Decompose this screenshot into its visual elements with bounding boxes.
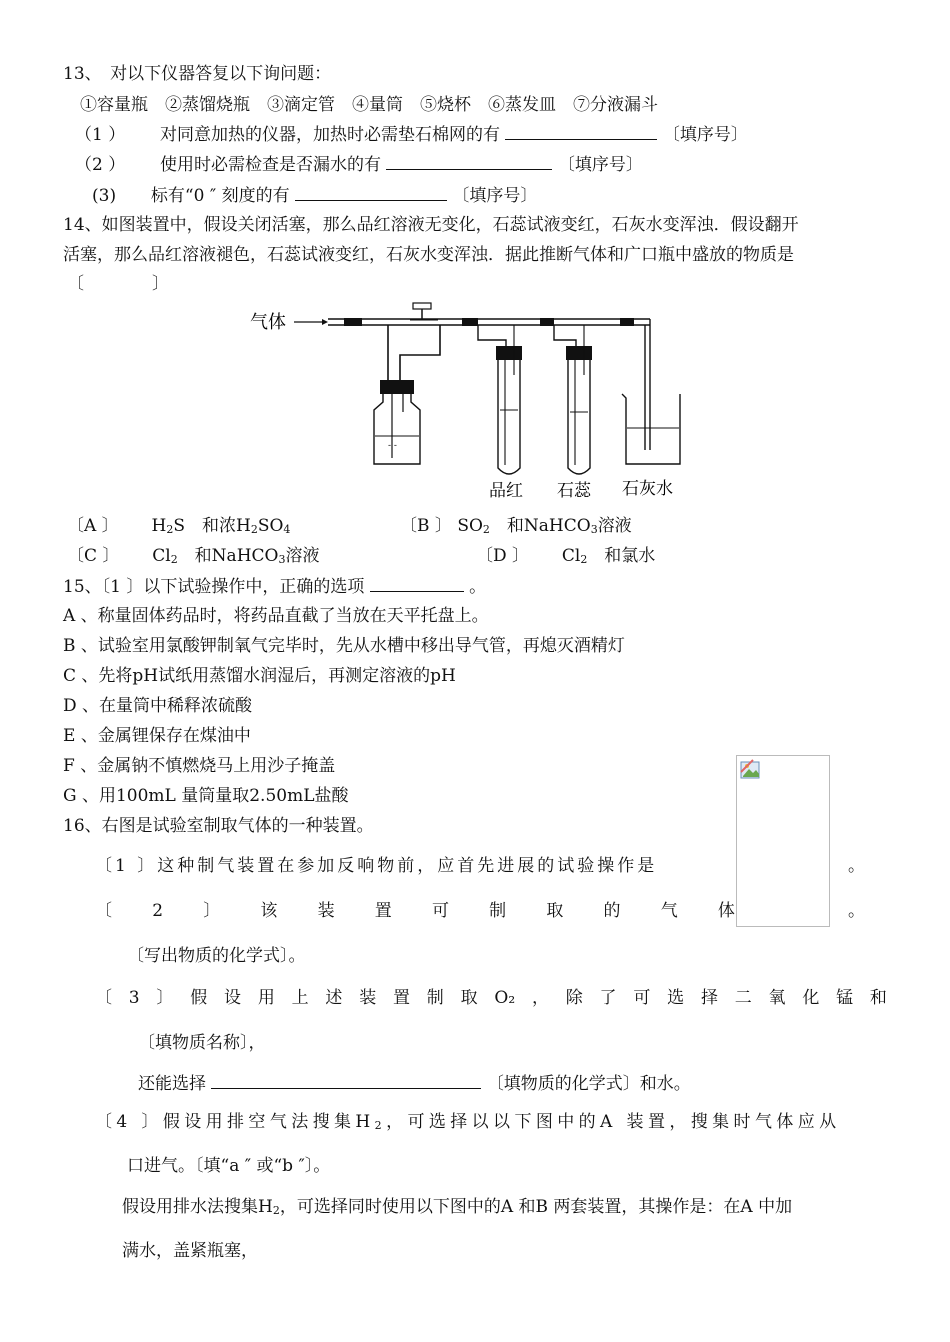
q16-part2-char: 置	[374, 901, 392, 921]
q15-option-e: E 、金属锂保存在煤油中	[63, 726, 251, 746]
q14-option-d[interactable]	[476, 545, 655, 567]
q16-part3-char: 3	[128, 988, 140, 1008]
q14-line3: 〔 〕	[67, 274, 169, 294]
option-b-text3: 溶液	[597, 516, 632, 536]
bottle-stopper	[380, 380, 414, 394]
q16-part3-char: 制	[426, 988, 444, 1008]
q13-part1-text: 对同意加热的仪器，加热时必需垫石棉网的有	[160, 125, 501, 145]
q16-part4-text2: ，可选择以以下图中的A 装置，搜集时气体应从	[386, 1112, 841, 1132]
q16-part2-char: 取	[546, 901, 564, 921]
q14-option-a[interactable]	[67, 515, 290, 537]
q16-part3-line3-pre: 还能选择	[138, 1074, 206, 1094]
q16-part3-cont: 〔填物质名称〕，	[138, 1033, 266, 1053]
q14-option-b[interactable]	[400, 515, 632, 537]
q13-part3-label: (3)	[92, 186, 117, 206]
q16-part2-tail: 。	[848, 901, 865, 921]
option-b-label: 〔B 〕	[400, 516, 452, 536]
label-shirui: 石蕊	[557, 481, 591, 500]
label-pinhong: 品红	[489, 481, 523, 500]
q15-option-c: C 、先将pH试纸用蒸馏水润湿后，再测定溶液的pH	[63, 666, 456, 686]
q16-part3-char: 取	[460, 988, 478, 1008]
q16-part2-char: 气	[660, 901, 678, 921]
q16-part3-char: 可	[633, 988, 651, 1008]
q16-part2	[95, 900, 735, 922]
label-shihuishui: 石灰水	[622, 479, 673, 499]
test-tube-pinhong	[498, 360, 520, 474]
apparatus-image-placeholder	[736, 755, 830, 927]
q15-title-text: 15、〔1 〕以下试验操作中，正确的选项	[63, 577, 365, 597]
q13-part1-blank[interactable]	[505, 123, 657, 140]
q13-part2	[75, 153, 643, 176]
q16-part3-char: 择	[700, 988, 718, 1008]
q13-title: 13、 对以下仪器答复以下询问题：	[63, 64, 332, 84]
option-c-sub1: 2	[170, 553, 178, 566]
q15-title-tail: 。	[469, 577, 487, 597]
q13-part1-label: （1 ）	[75, 125, 126, 145]
q16-title: 16、右图是试验室制取气体的一种装置。	[63, 816, 374, 836]
q16-part3-char: 〔	[95, 988, 112, 1008]
q16-part3-char: 假	[190, 988, 208, 1008]
option-c-sub2: 3	[278, 553, 286, 566]
q13-part1	[75, 123, 748, 146]
option-c-label: 〔C 〕	[67, 546, 120, 566]
q16-part3-char: O₂	[494, 988, 516, 1008]
q13-part2-tail: 〔填序号〕	[557, 155, 643, 175]
option-a-label: 〔A 〕	[67, 516, 119, 536]
q16-part5-text1: 假设用排水法搜集H	[122, 1197, 273, 1217]
q16-part5-line1	[122, 1196, 792, 1218]
q16-part2-char: 〔	[95, 901, 112, 921]
q16-part3-char: ，	[531, 988, 549, 1008]
q16-part3-char: 了	[599, 988, 617, 1008]
q15-option-f: F 、金属钠不慎燃烧马上用沙子掩盖	[63, 756, 336, 776]
q16-part3-line3-tail: 〔填物质的化学式〕和水。	[486, 1074, 691, 1094]
q16-part3-char: 化	[802, 988, 820, 1008]
test-tube-shirui	[568, 360, 590, 474]
beaker	[622, 394, 680, 464]
q13-items: ①容量瓶 ②蒸馏烧瓶 ③滴定管 ④量筒 ⑤烧杯 ⑥蒸发皿 ⑦分液漏斗	[80, 95, 658, 115]
svg-text:- -: - -	[388, 441, 397, 451]
option-a-text1: H	[151, 516, 167, 536]
q16-part3-char: 上	[291, 988, 309, 1008]
option-b-sub1: 2	[482, 523, 490, 536]
q16-part2-char: 该	[260, 901, 278, 921]
q16-part5-sub: 2	[272, 1204, 280, 1217]
option-c-text3: 溶液	[285, 546, 320, 566]
q16-part3-char: 和	[869, 988, 887, 1008]
q15-option-a: A 、称量固体药品时，将药品直截了当放在天平托盘上。	[63, 606, 489, 626]
q16-part3	[95, 987, 887, 1009]
q16-part3-char: 二	[734, 988, 752, 1008]
option-b-text1: SO	[457, 516, 483, 536]
q16-part2-char: 体	[717, 901, 735, 921]
q15-title	[63, 575, 486, 598]
option-a-text2: S 和浓H	[173, 516, 251, 536]
option-d-text2: 和氯水	[587, 546, 656, 566]
q16-part4-line2: 口进气。〔填“a ″ 或“b ″〕。	[127, 1156, 331, 1176]
q15-option-d: D 、在量筒中稀释浓硫酸	[63, 696, 253, 716]
q16-part3-char: 除	[565, 988, 583, 1008]
q16-part1: 〔1 〕这种制气装置在参加反响物前，应首先进展的试验操作是	[95, 856, 658, 876]
wide-mouth-bottle	[374, 394, 420, 464]
gas-apparatus-diagram	[250, 300, 690, 500]
q16-part2-cont: 〔写出物质的化学式〕。	[127, 946, 306, 966]
q14-line2: 活塞，那么品红溶液褪色，石蕊试液变红，石灰水变浑浊．据此推断气体和广口瓶中盛放的物质是	[63, 245, 794, 265]
gas-label: 气体	[250, 312, 286, 333]
q16-part5-text2: ，可选择同时使用以下图中的A 和B 两套装置，其操作是：在A 中加	[279, 1197, 793, 1217]
option-a-text3: SO	[257, 516, 284, 536]
option-b-sub2: 3	[590, 523, 598, 536]
option-c-text1: Cl	[152, 546, 171, 566]
q16-part2-char: 2	[152, 901, 164, 921]
q16-part3-line3	[138, 1072, 691, 1095]
q13-part3	[92, 184, 537, 207]
q13-part3-tail: 〔填序号〕	[452, 186, 538, 206]
option-d-text1: Cl	[561, 546, 581, 566]
q16-part3-char: 选	[667, 988, 685, 1008]
option-a-sub2: 2	[250, 523, 258, 536]
q16-part1-tail: 。	[848, 856, 865, 876]
q13-part1-tail: 〔填序号〕	[662, 125, 748, 145]
q16-part2-char: 装	[317, 901, 335, 921]
q16-part3-char: 述	[325, 988, 343, 1008]
q16-part4-text1: 〔4 〕假设用排空气法搜集H	[95, 1112, 375, 1132]
q16-part4-sub: 2	[374, 1119, 387, 1132]
q16-part3-char: 锰	[836, 988, 854, 1008]
q16-part3-blank[interactable]	[211, 1072, 481, 1089]
q14-option-c[interactable]	[67, 545, 319, 567]
option-d-sub1: 2	[580, 553, 588, 566]
q16-part4-line1	[95, 1111, 841, 1133]
q16-part3-char: 设	[224, 988, 242, 1008]
q13-part2-blank[interactable]	[386, 153, 552, 170]
q16-part3-char: 氧	[768, 988, 786, 1008]
q13-part3-blank[interactable]	[295, 184, 447, 201]
option-d-label: 〔D 〕	[476, 546, 530, 566]
q15-option-g: G 、用100mL 量筒量取2.50mL盐酸	[63, 786, 349, 806]
q16-part2-char: 的	[603, 901, 621, 921]
option-a-sub3: 4	[283, 523, 291, 536]
q16-part3-char: 用	[257, 988, 275, 1008]
option-a-sub1: 2	[166, 523, 174, 536]
q16-part3-char: 〕	[156, 988, 174, 1008]
q16-part5-line2: 满水，盖紧瓶塞，	[122, 1241, 258, 1261]
q16-part3-char: 置	[393, 988, 410, 1008]
q13-part2-text: 使用时必需检查是否漏水的有	[160, 155, 382, 175]
q15-option-b: B 、试验室用氯酸钾制氧气完毕时，先从水槽中移出导气管，再熄灭酒精灯	[63, 636, 625, 656]
option-c-text2: 和NaHCO	[177, 546, 279, 566]
q16-part2-char: 制	[489, 901, 507, 921]
q16-part2-char: 〕	[203, 901, 221, 921]
broken-image-icon	[739, 758, 763, 782]
q16-part2-char: 可	[431, 901, 449, 921]
option-b-text2: 和NaHCO	[489, 516, 591, 536]
q16-part3-char: 装	[359, 988, 377, 1008]
q13-part2-label: （2 ）	[75, 155, 126, 175]
q14-line1: 14、如图装置中，假设关闭活塞，那么品红溶液无变化，石蕊试液变红，石灰水变浑浊．假设翻开	[63, 215, 799, 235]
q15-blank[interactable]	[370, 575, 464, 592]
q13-part3-text: 标有“0 ″ 刻度的有	[150, 186, 290, 206]
